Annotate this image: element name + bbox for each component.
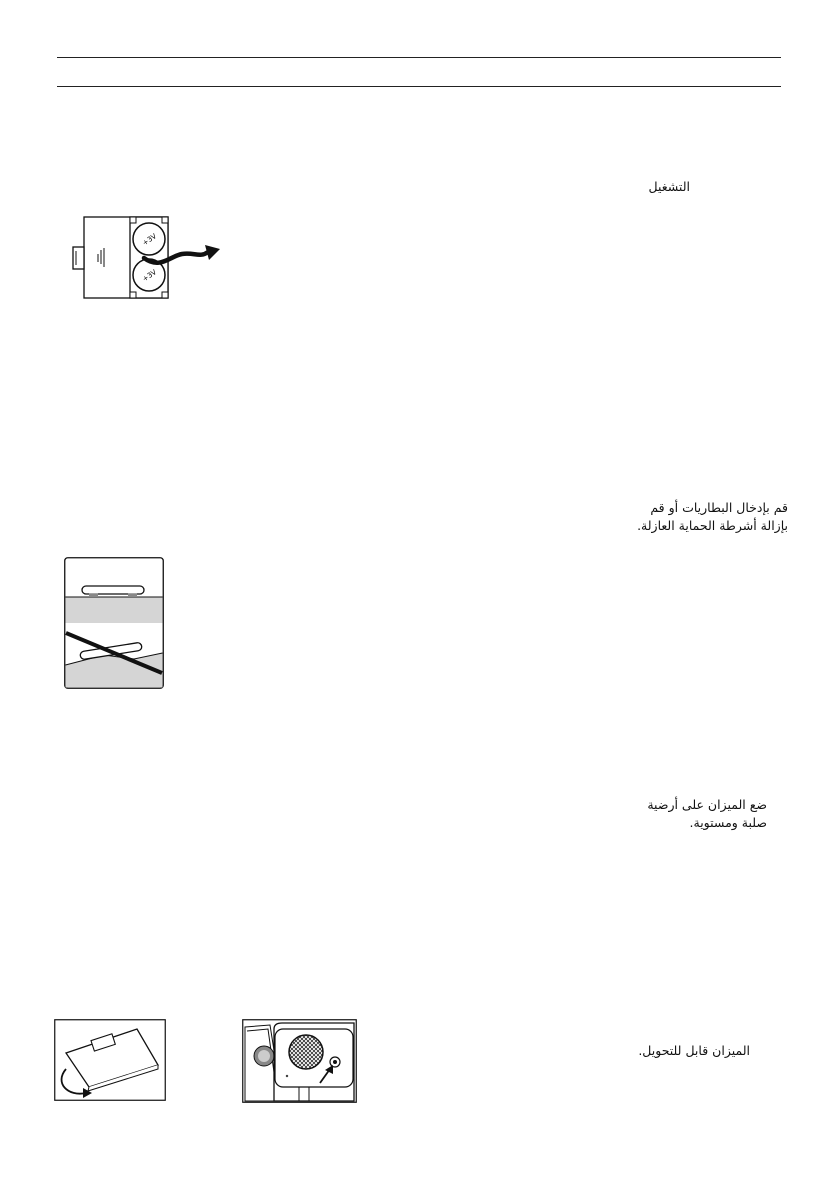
convertible-instruction	[560, 1042, 750, 1060]
battery-instruction	[560, 499, 788, 535]
convertible-instruction-text: الميزان قابل للتحويل.	[638, 1043, 750, 1058]
operation-heading-text: التشغيل	[648, 179, 690, 194]
placement-instruction-line-1: ضع الميزان على أرضية	[647, 797, 767, 812]
flip-scale-illustration	[54, 1019, 166, 1101]
header-top-rule	[57, 57, 781, 58]
floor-surface-illustration	[64, 557, 164, 689]
placement-instruction	[560, 796, 767, 832]
battery-top-label: +3V	[141, 232, 159, 248]
battery-instruction-line-1: قم بإدخال البطاريات أو قم	[650, 500, 788, 515]
flat-floor	[66, 597, 163, 623]
header-bottom-rule	[57, 86, 781, 87]
operation-heading	[590, 178, 690, 196]
battery-bottom-label: +3V	[141, 268, 159, 284]
scale-underside-illustration	[242, 1019, 357, 1103]
speaker-grille	[289, 1035, 323, 1069]
scale-on-flat-floor	[82, 586, 144, 594]
battery-compartment-illustration	[68, 212, 238, 304]
placement-instruction-line-2: صلبة ومستوية.	[689, 815, 767, 830]
battery-instruction-line-2: بإزالة أشرطة الحماية العازلة.	[637, 518, 788, 533]
